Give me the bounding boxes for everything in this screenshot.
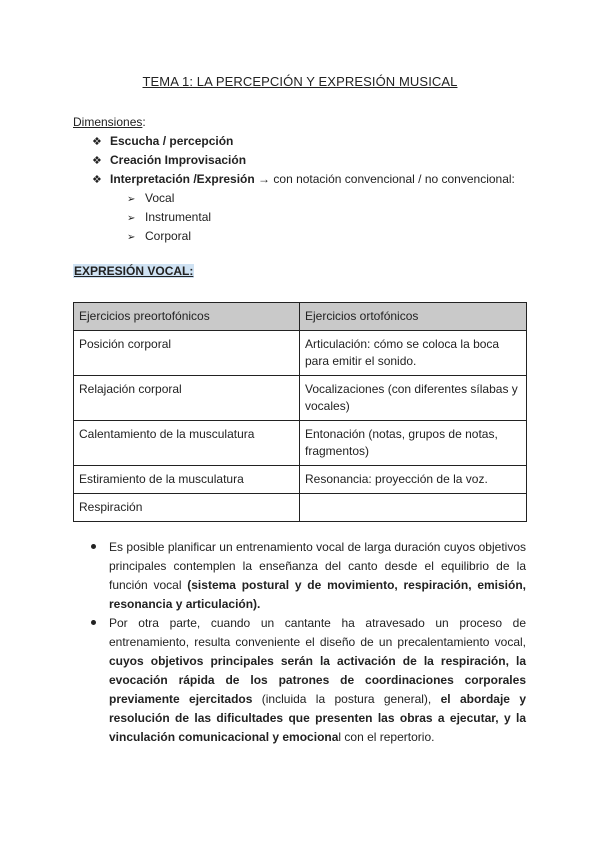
paragraph-plain: Por otra parte, cuando un cantante ha atravesado un proceso de entrenamiento, resulta conveniente el diseño de un precalentamiento vocal, [109,616,526,649]
dimensions-label [73,115,146,129]
table-cell: Articulación: cómo se coloca la boca para emitir el sonido. [300,331,527,376]
table-row [74,376,527,421]
sub-item-label: Vocal [145,191,175,205]
dimension-label: Creación Improvisación [110,153,247,167]
dimension-item [92,134,233,148]
round-bullet-icon [91,620,96,625]
dimensions-label-text: Dimensiones [73,115,143,129]
exercises-table [73,302,527,522]
table-row [74,331,527,376]
round-bullet-icon [91,544,96,549]
bullet-paragraphs [91,538,526,747]
paragraph-plain: l con el repertorio. [338,730,435,744]
dimension-item [92,172,515,186]
table-header-row [74,303,527,331]
sub-item [127,191,174,205]
table-cell: Entonación (notas, grupos de notas, fragmentos) [300,421,527,466]
table-header-cell: Ejercicios preortofónicos [74,303,300,331]
section-heading: EXPRESIÓN VOCAL: [74,264,194,278]
dimension-label: Escucha / percepción [110,134,234,148]
table-cell: Estiramiento de la musculatura [74,466,300,494]
dimension-label: Interpretación /Expresión [110,172,255,186]
dimension-item [92,153,246,167]
sub-item [127,229,191,243]
paragraph-bold: el abordaje y resolución de las dificultades que presenten las obras a ejecutar, y la vinculación comunicacional y emociona [109,692,526,744]
table-row [74,494,527,522]
sub-item-label: Instrumental [145,210,212,224]
table-cell: Respiración [74,494,300,522]
paragraph-text [109,614,526,747]
paragraph-bold: (sistema postural y de movimiento, respiración, emisión, resonancia y articulación). [109,578,526,611]
dimensions-colon: : [142,115,146,129]
paragraph-text [109,538,526,614]
sub-item-label: Corporal [145,229,192,243]
table-cell: Relajación corporal [74,376,300,421]
paragraph-plain: Es posible planificar un entrenamiento vocal de larga duración cuyos objetivos principales contemplen la enseñanza del canto desde el equilibrio de la función vocal [109,540,526,592]
diamond-bullet-icon: ❖ [92,155,102,167]
page-title: TEMA 1: LA PERCEPCIÓN Y EXPRESIÓN MUSICAL [142,74,458,89]
table-cell: Calentamiento de la musculatura [74,421,300,466]
table-cell: Resonancia: proyección de la voz. [300,466,527,494]
paragraph-plain: (incluida la postura general), [252,692,441,706]
arrowhead-bullet-icon: ➢ [127,232,136,243]
table-row [74,466,527,494]
dimension-detail: con notación convencional / no convencional: [273,172,515,186]
arrowhead-bullet-icon: ➢ [127,194,136,205]
bullet-paragraph [91,538,526,614]
diamond-bullet-icon: ❖ [92,136,102,148]
table-row [74,421,527,466]
table-cell: Vocalizaciones (con diferentes sílabas y vocales) [300,376,527,421]
bullet-paragraph [91,614,526,747]
arrowhead-bullet-icon: ➢ [127,213,136,224]
paragraph-bold: cuyos objetivos principales serán la activación de la respiración, la evocación rápida de los patrones de coordinaciones corporales previamente ejercitados [109,654,526,706]
sub-item [127,210,211,224]
right-arrow-icon: → [258,172,271,186]
table-cell: Posición corporal [74,331,300,376]
table-header-cell: Ejercicios ortofónicos [300,303,527,331]
diamond-bullet-icon: ❖ [92,174,102,186]
table-cell [300,494,527,522]
